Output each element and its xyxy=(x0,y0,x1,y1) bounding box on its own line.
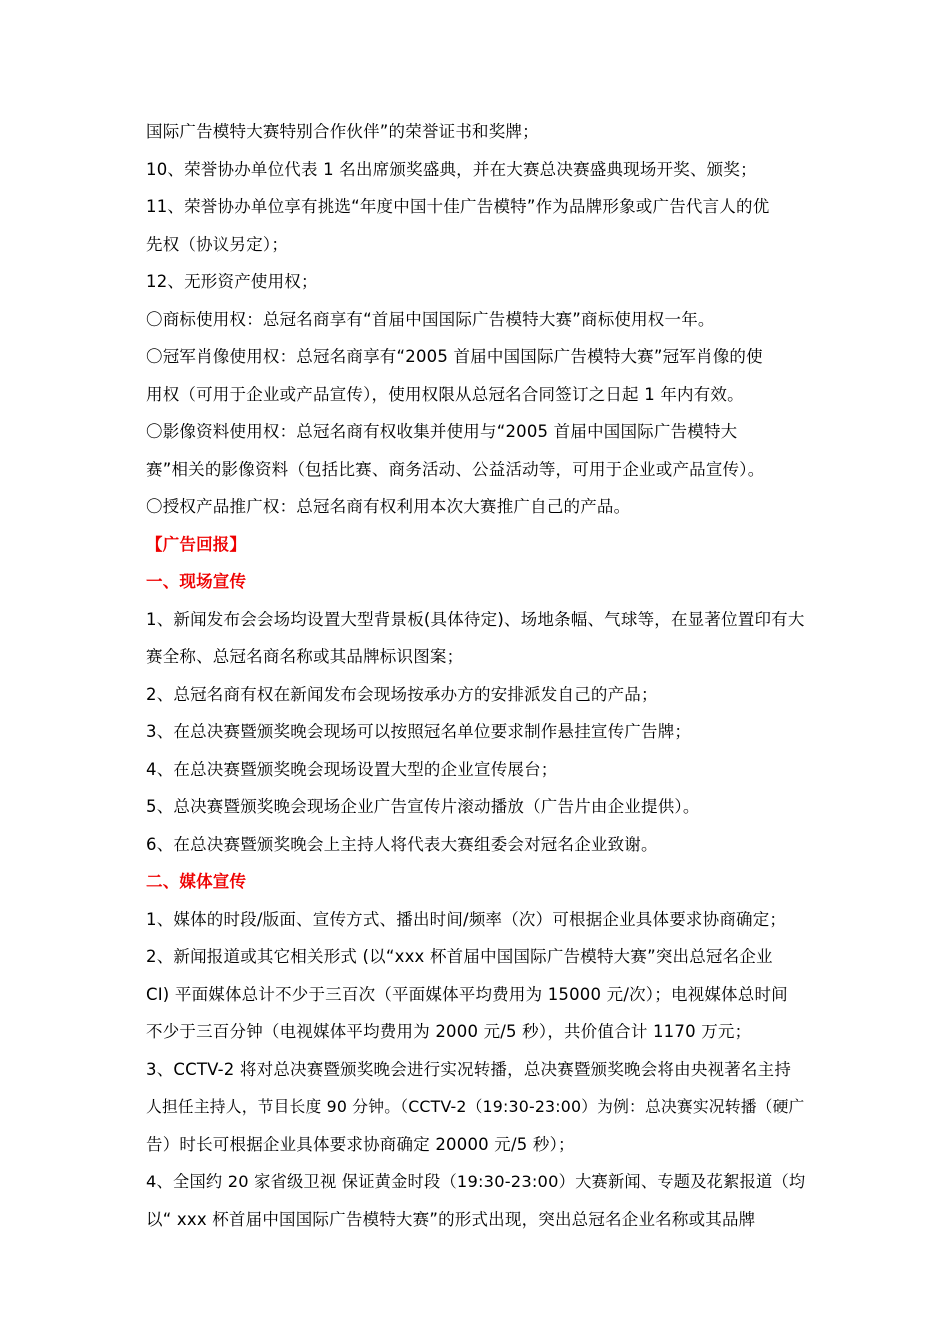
paragraph-line: 11、荣誉协办单位享有挑选“年度中国十佳广告模特”作为品牌形象或广告代言人的优 xyxy=(146,197,770,216)
paragraph-line: 先权（协议另定）； xyxy=(146,234,289,254)
paragraph-line: 告）时长可根据企业具体要求协商确定 20000 元/5 秒）； xyxy=(146,1134,575,1154)
paragraph-line: 1、新闻发布会会场均设置大型背景板(具体待定)、场地条幅、气球等，在显著位置印有大 xyxy=(146,609,805,629)
paragraph-line: CI) 平面媒体总计不少于三百次（平面媒体平均费用为 15000 元/次）；电视媒体总时间 xyxy=(146,984,788,1004)
paragraph-line: 〇冠军肖像使用权：总冠名商享有“2005 首届中国国际广告模特大赛”冠军肖像的使 xyxy=(146,347,763,366)
section-heading: 二、媒体宣传 xyxy=(146,872,247,891)
section-heading: 【广告回报】 xyxy=(146,534,247,554)
paragraph-line: 以“ xxx 杯首届中国国际广告模特大赛”的形式出现，突出总冠名企业名称或其品牌 xyxy=(146,1209,756,1229)
paragraph-line: 12、无形资产使用权； xyxy=(146,272,318,291)
paragraph-line: 4、在总决赛暨颁奖晚会现场设置大型的企业宣传展台； xyxy=(146,759,558,779)
paragraph-line: 人担任主持人，节目长度 90 分钟。（CCTV-2（19:30-23:00）为例：总决赛实况转播（硬广 xyxy=(146,1097,805,1116)
paragraph-line: 10、荣誉协办单位代表 1 名出席颁奖盛典，并在大赛总决赛盛典现场开奖、颁奖； xyxy=(146,159,757,179)
paragraph-line: 6、在总决赛暨颁奖晚会上主持人将代表大赛组委会对冠名企业致谢。 xyxy=(146,834,658,854)
paragraph-line: 4、全国约 20 家省级卫视 保证黄金时段（19:30-23:00）大赛新闻、专题及花絮报道（均 xyxy=(146,1172,806,1191)
paragraph-line: 赛”相关的影像资料（包括比赛、商务活动、公益活动等，可用于企业或产品宣传）。 xyxy=(146,459,765,479)
paragraph-line: 3、CCTV-2 将对总决赛暨颁奖晚会进行实况转播，总决赛暨颁奖晚会将由央视著名主持 xyxy=(146,1059,792,1079)
paragraph-line: 〇商标使用权：总冠名商享有“首届中国国际广告模特大赛”商标使用权一年。 xyxy=(146,309,715,329)
paragraph-line: 2、新闻报道或其它相关形式 (以“xxx 杯首届中国国际广告模特大赛”突出总冠名企业 xyxy=(146,947,773,966)
paragraph-line: 1、媒体的时段/版面、宣传方式、播出时间/频率（次）可根据企业具体要求协商确定； xyxy=(146,909,787,929)
document-page xyxy=(146,113,810,1238)
section-heading: 一、现场宣传 xyxy=(146,572,247,591)
paragraph-line: 5、总决赛暨颁奖晚会现场企业广告宣传片滚动播放（广告片由企业提供）。 xyxy=(146,797,700,816)
paragraph-line: 用权（可用于企业或产品宣传），使用权限从总冠名合同签订之日起 1 年内有效。 xyxy=(146,384,744,404)
paragraph-line: 〇影像资料使用权：总冠名商有权收集并使用与“2005 首届中国国际广告模特大 xyxy=(146,422,738,441)
paragraph-line: 〇授权产品推广权：总冠名商有权利用本次大赛推广自己的产品。 xyxy=(146,497,631,516)
paragraph-line: 3、在总决赛暨颁奖晚会现场可以按照冠名单位要求制作悬挂宣传广告牌； xyxy=(146,722,692,741)
paragraph-line: 不少于三百分钟（电视媒体平均费用为 2000 元/5 秒），共价值合计 1170 万元； xyxy=(146,1022,752,1041)
paragraph-line: 国际广告模特大赛特别合作伙伴”的荣誉证书和奖牌； xyxy=(146,122,539,141)
paragraph-line: 2、总冠名商有权在新闻发布会现场按承办方的安排派发自己的产品； xyxy=(146,684,658,704)
paragraph-line: 赛全称、总冠名商名称或其品牌标识图案； xyxy=(146,647,464,666)
